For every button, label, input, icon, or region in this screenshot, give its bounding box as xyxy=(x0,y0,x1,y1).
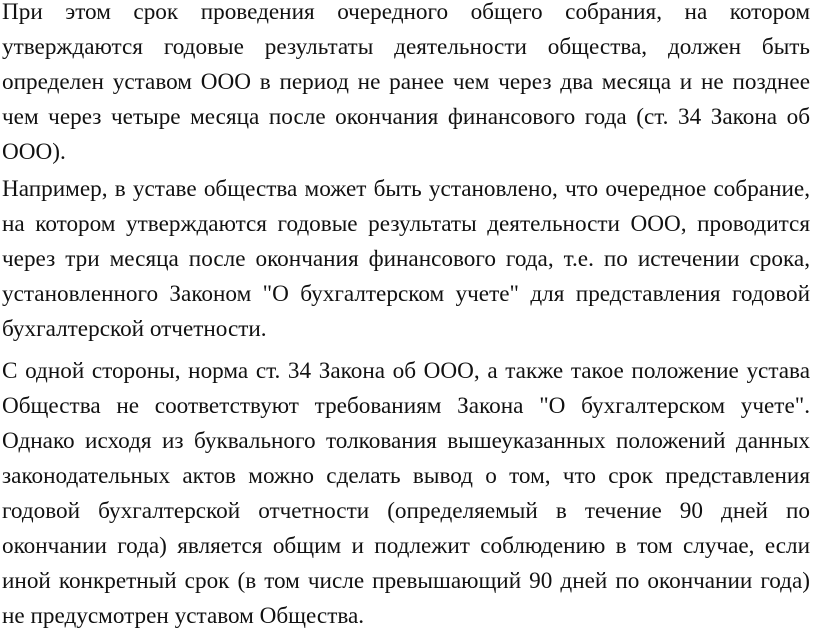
paragraph-3: С одной стороны, норма ст. 34 Закона об ООО, а также такое положение устава Общества не соответствуют требованиям Закона "О бухгалтерском учете". Однако исходя из буквального толкования вышеуказанных положений данных законодательных актов можно сделать вывод о том, что срок представления годовой бухгалтерской отчетности (определяемый в течение 90 дней по окончании года) является общим и подлежит соблюдению в том случае, если иной конкретный срок (в том числе превышающий 90 дней по окончании года) не предусмотрен уставом Общества. xyxy=(2,358,810,629)
paragraph-2: Например, в уставе общества может быть установлено, что очередное собрание, на котором утверждаются годовые результаты деятельности ООО, проводится через три месяца после окончания финансового года, т.е. по истечении срока, установленного Законом "О бухгалтерском учете" для представления годовой бухгалтерской отчетности. xyxy=(2,176,810,342)
paragraph-1: При этом срок проведения очередного общего собрания, на котором утверждаются годовые результаты деятельности общества, должен быть определен уставом ООО в период не ранее чем через два месяца и не позднее чем через четыре месяца после окончания финансового года (ст. 34 Закона об ООО). xyxy=(2,0,810,165)
